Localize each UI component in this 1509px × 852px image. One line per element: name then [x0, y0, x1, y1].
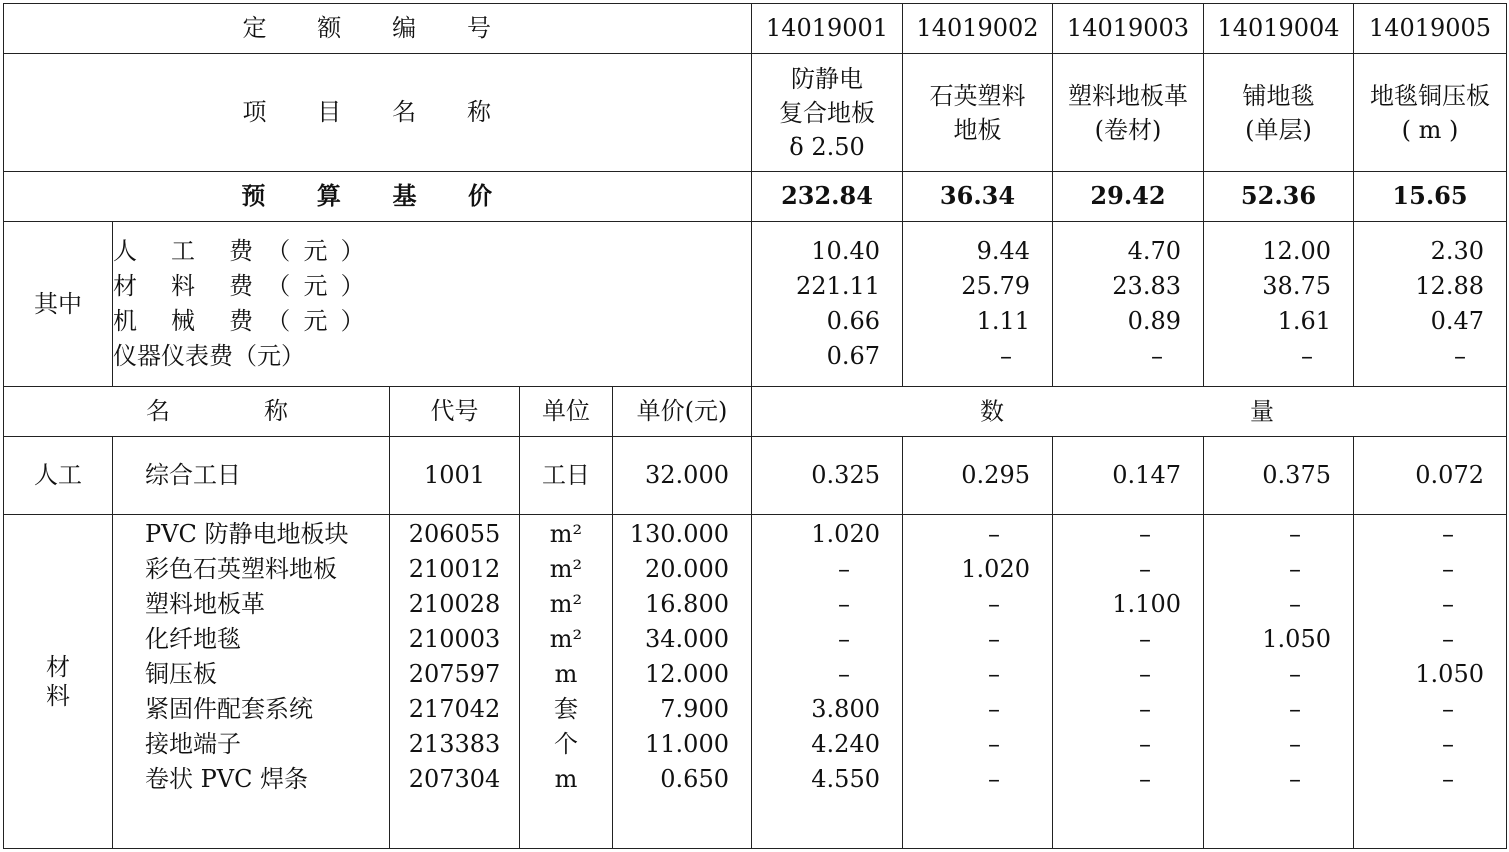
labor-row — [4, 437, 1507, 515]
material-units: m² m² m² m² m 套 个 m — [520, 515, 613, 849]
item-name-2: 石英塑料 地板 — [903, 54, 1053, 172]
material-qty-col-4: – – – 1.050 – – – – — [1204, 515, 1354, 849]
machine-cost-label: 机 械 费（元） — [113, 307, 378, 335]
material-qty-col-1: 1.020 – – – – 3.800 4.240 4.550 — [752, 515, 903, 849]
labor-group-label: 人工 — [4, 437, 113, 515]
cost-values-col-2: 9.44 25.79 1.11 – — [903, 222, 1053, 387]
material-qty-col-2: – 1.020 – – – – – – — [903, 515, 1053, 849]
labor-unit: 工日 — [520, 437, 613, 515]
cost-group-label: 其中 — [4, 222, 113, 387]
base-price-3: 29.42 — [1053, 172, 1204, 222]
base-price-label: 预 算 基 价 — [4, 172, 752, 222]
quota-no-1: 14019001 — [752, 4, 903, 54]
quota-no-5: 14019005 — [1354, 4, 1507, 54]
material-names — [113, 515, 390, 849]
material-name: 接地端子 — [145, 730, 241, 758]
material-name: 卷状 PVC 焊条 — [145, 765, 309, 793]
quantity-col-header — [752, 387, 1507, 437]
labor-code: 1001 — [390, 437, 520, 515]
labor-unit-price: 32.000 — [613, 437, 752, 515]
item-name-3: 塑料地板革 (卷材) — [1053, 54, 1204, 172]
labor-qty-3: 0.147 — [1053, 437, 1204, 515]
unit-price-col-header: 单价(元) — [613, 387, 752, 437]
item-name-1: 防静电 复合地板 δ 2.50 — [752, 54, 903, 172]
cost-labels — [113, 222, 752, 387]
material-name: 铜压板 — [145, 660, 217, 688]
material-name: 化纤地毯 — [145, 625, 241, 653]
cost-values-col-5: 2.30 12.88 0.47 – — [1354, 222, 1507, 387]
quota-no-3: 14019003 — [1053, 4, 1204, 54]
base-price-5: 15.65 — [1354, 172, 1507, 222]
base-price-4: 52.36 — [1204, 172, 1354, 222]
quota-no-4: 14019004 — [1204, 4, 1354, 54]
labor-qty-2: 0.295 — [903, 437, 1053, 515]
item-name-5: 地毯铜压板 ( m ) — [1354, 54, 1507, 172]
base-price-1: 232.84 — [752, 172, 903, 222]
unit-col-header: 单位 — [520, 387, 613, 437]
quantity-header-right: 量 — [1250, 397, 1274, 426]
instrument-cost-label: 仪器仪表费（元） — [113, 342, 305, 370]
quota-no-label: 定 额 编 号 — [4, 4, 752, 54]
material-name: 紧固件配套系统 — [145, 695, 313, 723]
material-name: 彩色石英塑料地板 — [145, 555, 337, 583]
code-col-header: 代号 — [390, 387, 520, 437]
column-header-row — [4, 387, 1507, 437]
labor-name: 综合工日 — [113, 437, 390, 515]
quota-table — [3, 3, 1507, 849]
labor-qty-1: 0.325 — [752, 437, 903, 515]
labor-qty-5: 0.072 — [1354, 437, 1507, 515]
cost-values-col-4: 12.00 38.75 1.61 – — [1204, 222, 1354, 387]
labor-cost-label: 人 工 费（元） — [113, 237, 378, 265]
base-price-row — [4, 172, 1507, 222]
name-col-header: 名 称 — [4, 387, 390, 437]
cost-breakdown-row — [4, 222, 1507, 387]
quota-number-row — [4, 4, 1507, 54]
material-prices: 130.000 20.000 16.800 34.000 12.000 7.900 11.000 0.650 — [613, 515, 752, 849]
item-name-4: 铺地毯 (单层) — [1204, 54, 1354, 172]
materials-group-label: 材 料 — [4, 515, 113, 849]
labor-qty-4: 0.375 — [1204, 437, 1354, 515]
quota-no-2: 14019002 — [903, 4, 1053, 54]
cost-values-col-3: 4.70 23.83 0.89 – — [1053, 222, 1204, 387]
materials-row — [4, 515, 1507, 849]
material-qty-col-3: – – 1.100 – – – – – — [1053, 515, 1204, 849]
item-name-label: 项 目 名 称 — [4, 54, 752, 172]
cost-values-col-1: 10.40 221.11 0.66 0.67 — [752, 222, 903, 387]
material-name: PVC 防静电地板块 — [145, 520, 349, 548]
material-qty-col-5: – – – – 1.050 – – – — [1354, 515, 1507, 849]
material-cost-label: 材 料 费（元） — [113, 272, 378, 300]
material-name: 塑料地板革 — [145, 590, 265, 618]
quantity-header-left: 数 — [980, 397, 1004, 426]
item-name-row — [4, 54, 1507, 172]
base-price-2: 36.34 — [903, 172, 1053, 222]
material-codes: 206055 210012 210028 210003 207597 217042 213383 207304 — [390, 515, 520, 849]
